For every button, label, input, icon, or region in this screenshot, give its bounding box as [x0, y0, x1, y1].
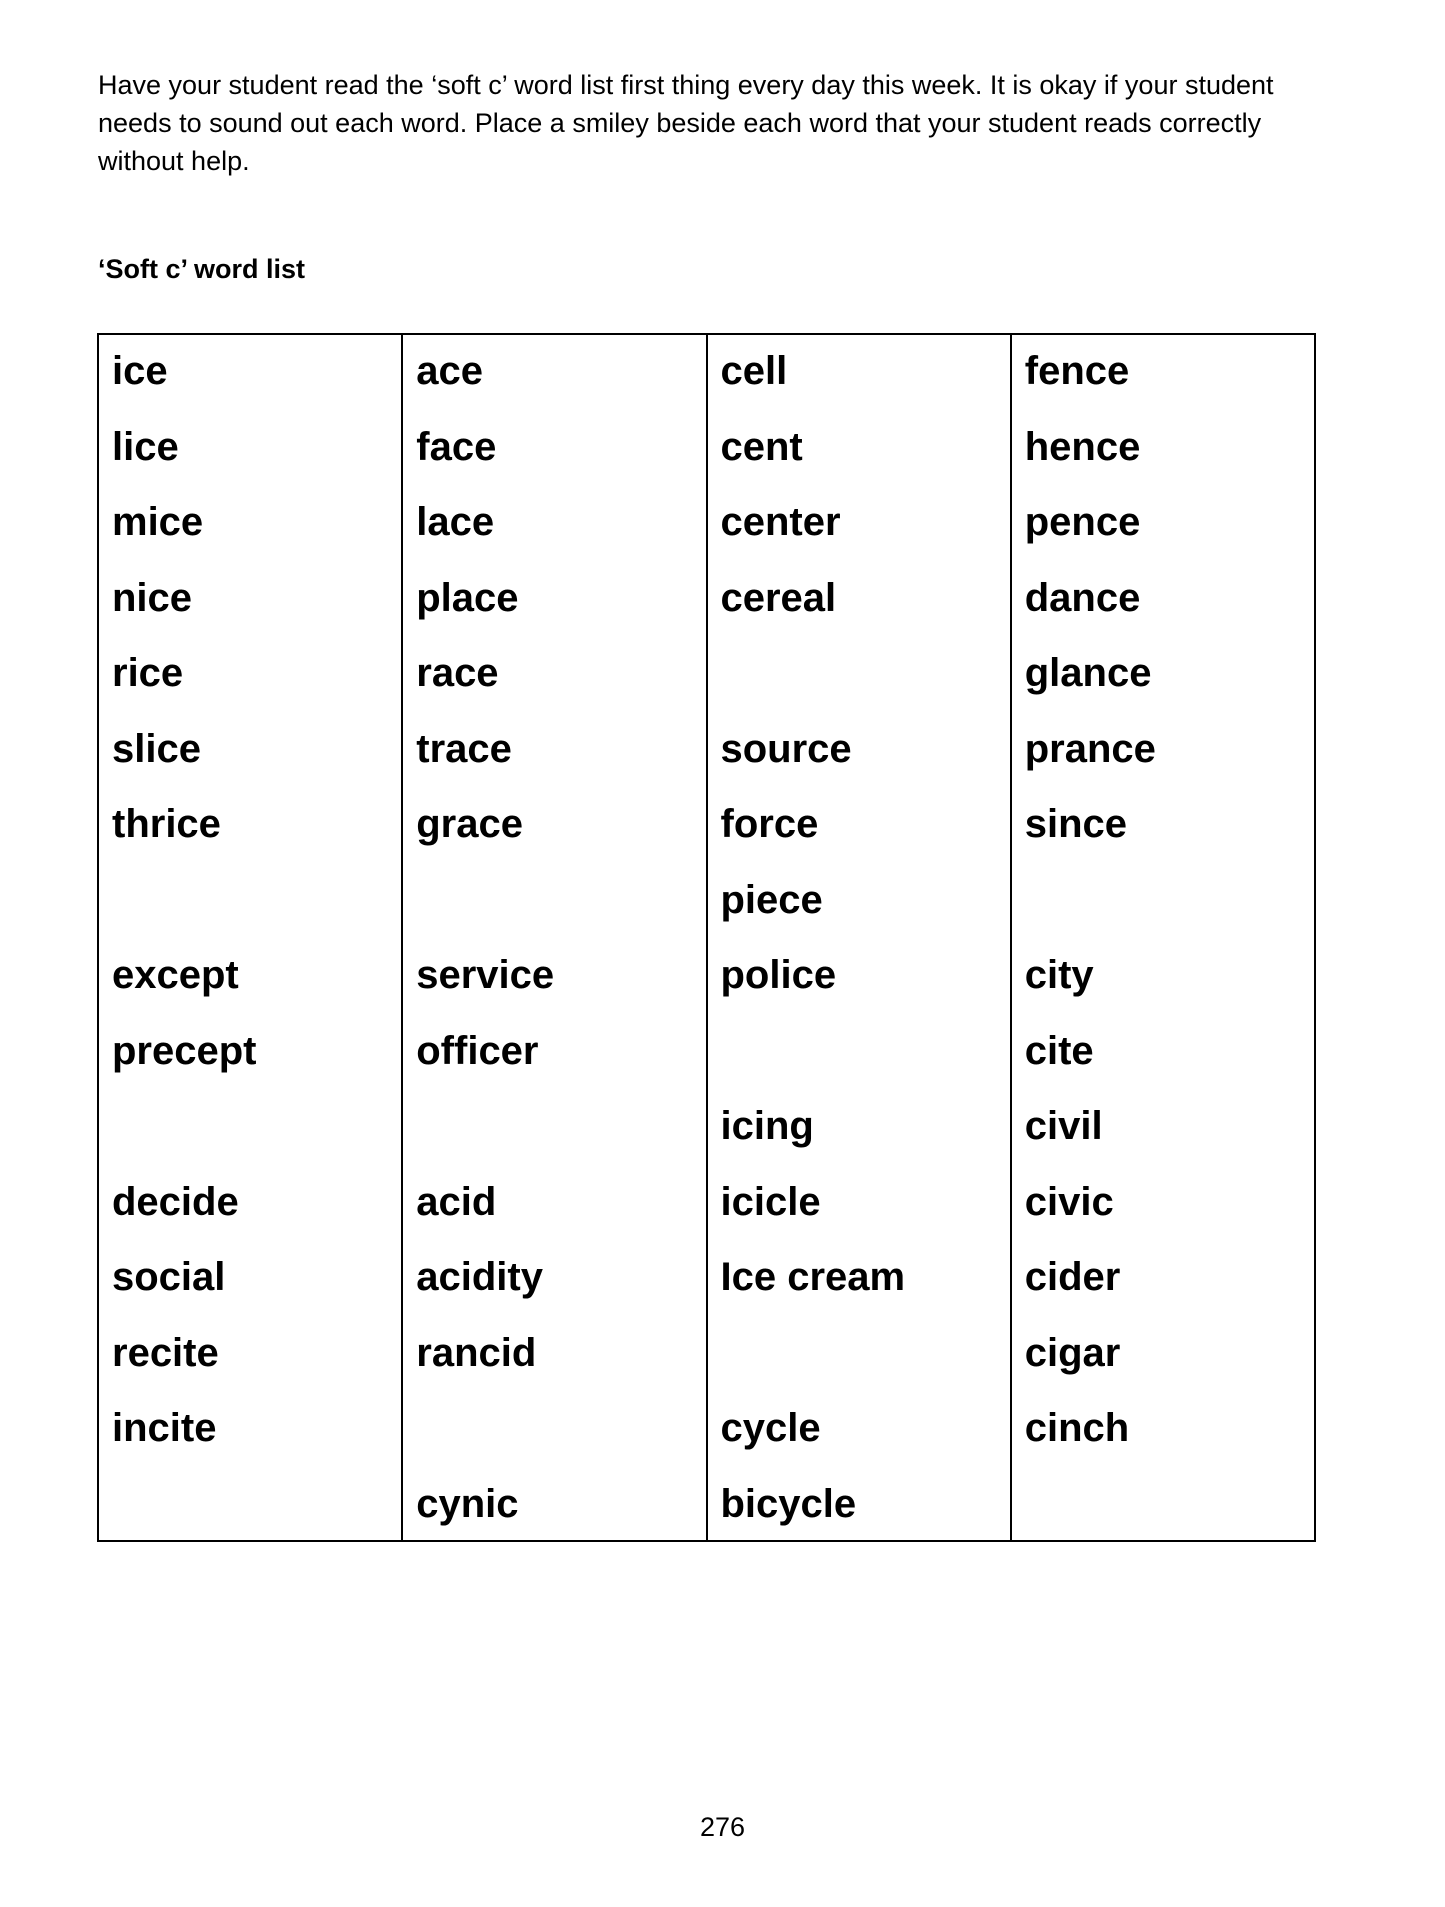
word-item: nice: [112, 575, 193, 620]
word-item: city: [1024, 953, 1094, 997]
instructions-text: Have your student read the ‘soft c’ word list first thing every day this week. It is okay if your student needs to sound out each word. Place a smiley beside each word that your student reads correctly without help.: [98, 70, 1274, 176]
word-item: fence: [1024, 349, 1130, 393]
word-item: glance: [1024, 651, 1152, 695]
word-item: lice: [112, 424, 179, 469]
word-item: [112, 1100, 401, 1176]
word-item: cigar: [1024, 1330, 1121, 1375]
word-item: icicle: [720, 1179, 821, 1224]
word-item: mice: [112, 500, 204, 544]
word-item: civic: [1024, 1179, 1114, 1224]
word-item: cider: [1024, 1255, 1121, 1299]
word-item: service: [416, 953, 555, 997]
word-item: cinch: [1024, 1406, 1130, 1450]
word-item: [1025, 874, 1314, 950]
word-item: cent: [720, 424, 803, 469]
word-item: icing: [720, 1104, 814, 1148]
word-item: [416, 874, 705, 950]
word-item: recite: [112, 1330, 219, 1375]
word-list-heading: ‘Soft c’ word list: [98, 254, 306, 284]
word-item: [416, 1402, 705, 1478]
word-item: dance: [1024, 575, 1141, 620]
word-item: slice: [112, 726, 201, 771]
word-item: trace: [416, 726, 512, 771]
word-item: incite: [112, 1406, 217, 1450]
word-item: cereal: [720, 575, 837, 620]
word-item: acidity: [416, 1255, 543, 1299]
word-item: cycle: [720, 1406, 821, 1450]
word-item: center: [720, 500, 841, 544]
word-item: cite: [1024, 1028, 1094, 1073]
word-item: [721, 1327, 1010, 1403]
word-item: grace: [416, 802, 523, 846]
word-item: lace: [416, 500, 495, 544]
word-column-1: [99, 335, 403, 1540]
word-item: source: [720, 726, 852, 771]
word-item: pence: [1024, 500, 1141, 544]
word-item: Ice cream: [720, 1255, 906, 1299]
word-item: piece: [720, 877, 823, 922]
word-item: rice: [112, 651, 184, 695]
word-item: force: [720, 802, 819, 846]
word-item: thrice: [112, 802, 221, 846]
word-item: acid: [416, 1179, 497, 1224]
word-item: [1025, 1478, 1314, 1554]
word-item: bicycle: [720, 1481, 857, 1526]
word-item: cynic: [416, 1481, 519, 1526]
word-item: except: [112, 953, 239, 997]
word-item: [112, 874, 401, 950]
word-item: place: [416, 575, 519, 620]
word-item: ace: [416, 349, 483, 393]
word-item: [721, 1025, 1010, 1101]
word-item: officer: [416, 1028, 539, 1073]
word-item: since: [1024, 802, 1128, 846]
page-number: 276: [699, 1812, 746, 1842]
word-item: [721, 647, 1010, 723]
word-item: ice: [112, 349, 168, 393]
word-column-2: [403, 335, 707, 1540]
word-item: cell: [720, 349, 788, 393]
word-item: police: [720, 953, 837, 997]
word-item: race: [416, 651, 499, 695]
word-list-table: [97, 333, 1316, 1542]
word-item: civil: [1024, 1104, 1103, 1148]
word-item: face: [416, 424, 497, 469]
word-item: hence: [1024, 424, 1141, 469]
word-item: [416, 1100, 705, 1176]
word-item: [112, 1478, 401, 1554]
word-column-4: [1012, 335, 1314, 1540]
word-item: decide: [112, 1179, 239, 1224]
word-item: social: [112, 1255, 226, 1299]
word-item: precept: [112, 1028, 257, 1073]
word-item: prance: [1024, 726, 1156, 771]
word-column-3: [708, 335, 1012, 1540]
word-item: rancid: [416, 1330, 537, 1375]
